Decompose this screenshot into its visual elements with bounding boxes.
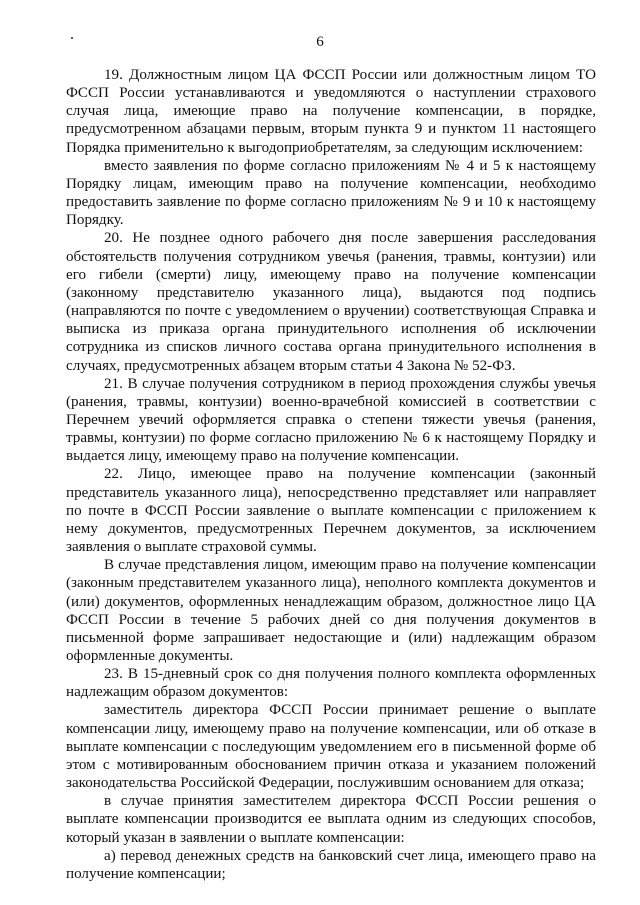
paragraph-22-incomplete-docs: В случае представления лицом, имеющим право на получение компенсации (законным представителем указанного лица), неполного комплекта документов и (или) документов, оформленных ненадлежащим образом, должностное лицо ЦА ФССП России в течение 5 рабочих дней со дня получения документов в письменной форме запрашивает недостающие и (или) надлежащим образом оформленные документы. bbox=[66, 557, 596, 664]
document-body bbox=[66, 66, 596, 883]
paragraph-19-exception: вместо заявления по форме согласно приложениям № 4 и 5 к настоящему Порядку лицам, имеющим право на получение компенсации, необходимо предоставить заявление по форме согласно приложениям № 9 и 10 к настоящему Порядку. bbox=[66, 157, 596, 229]
paragraph-23-bank-transfer: а) перевод денежных средств на банковский счет лица, имеющего право на получение компенсации; bbox=[66, 847, 596, 882]
paragraph-20: 20. Не позднее одного рабочего дня после завершения расследования обстоятельств получения сотрудником увечья (ранения, травмы, контузии) или его гибели (смерти) лицу, имеющему право на получение компенсации (законному представителю указанного лица), выдаются под подпись (направляются по почте с уведомлением о вручении) соответствующая Справка и выписка из приказа органа принудительного исполнения об исключении сотрудника из списков личного состава органа принудительного исполнения в случаях, предусмотренных абзацем вторым статьи 4 Закона № 52-ФЗ. bbox=[66, 230, 596, 374]
page-number: 6 bbox=[316, 34, 324, 50]
paragraph-23-decision: заместитель директора ФССП России принимает решение о выплате компенсации лицу, имеющему право на получение компенсации, или об отказе в выплате компенсации с последующим уведомлением его в письменной форме об этом с мотивированным обоснованием причин отказа и указанием положений законодательства Российской Федерации, послужившим основанием для отказа; bbox=[66, 702, 596, 792]
paragraph-23-payment-methods: в случае принятия заместителем директора ФССП России решения о выплате компенсации производится ее выплата одним из следующих способов, который указан в заявлении о выплате компенсации: bbox=[66, 793, 596, 846]
paragraph-22: 22. Лицо, имеющее право на получение компенсации (законный представитель указанного лица), непосредственно представляет или направляет по почте в ФССП России заявление о выплате компенсации с приложением к нему документов, предусмотренных Перечнем документов, за исключением заявления о выплате страховой суммы. bbox=[66, 466, 596, 556]
paragraph-19: 19. Должностным лицом ЦА ФССП России или должностным лицом ТО ФССП России устанавливаются и уведомляются о наступлении страхового случая лица, имеющие право на получение компенсации, в порядке, предусмотренном абзацами первым, вторым пункта 9 и пунктом 11 настоящего Порядка применительно к выгодоприобретателям, за следующим исключением: bbox=[66, 67, 596, 156]
paragraph-21: 21. В случае получения сотрудником в период прохождения службы увечья (ранения, травмы, контузии) военно-врачебной комиссией в соответствии с Перечнем увечий оформляется справка о степени тяжести увечья (ранения, травмы, контузии) по форме согласно приложению № 6 к настоящему Порядку и выдается лицу, имеющему право на получение компенсации. bbox=[66, 375, 596, 465]
paragraph-23: 23. В 15-дневный срок со дня получения полного комплекта оформленных надлежащим образом документов: bbox=[66, 666, 596, 701]
